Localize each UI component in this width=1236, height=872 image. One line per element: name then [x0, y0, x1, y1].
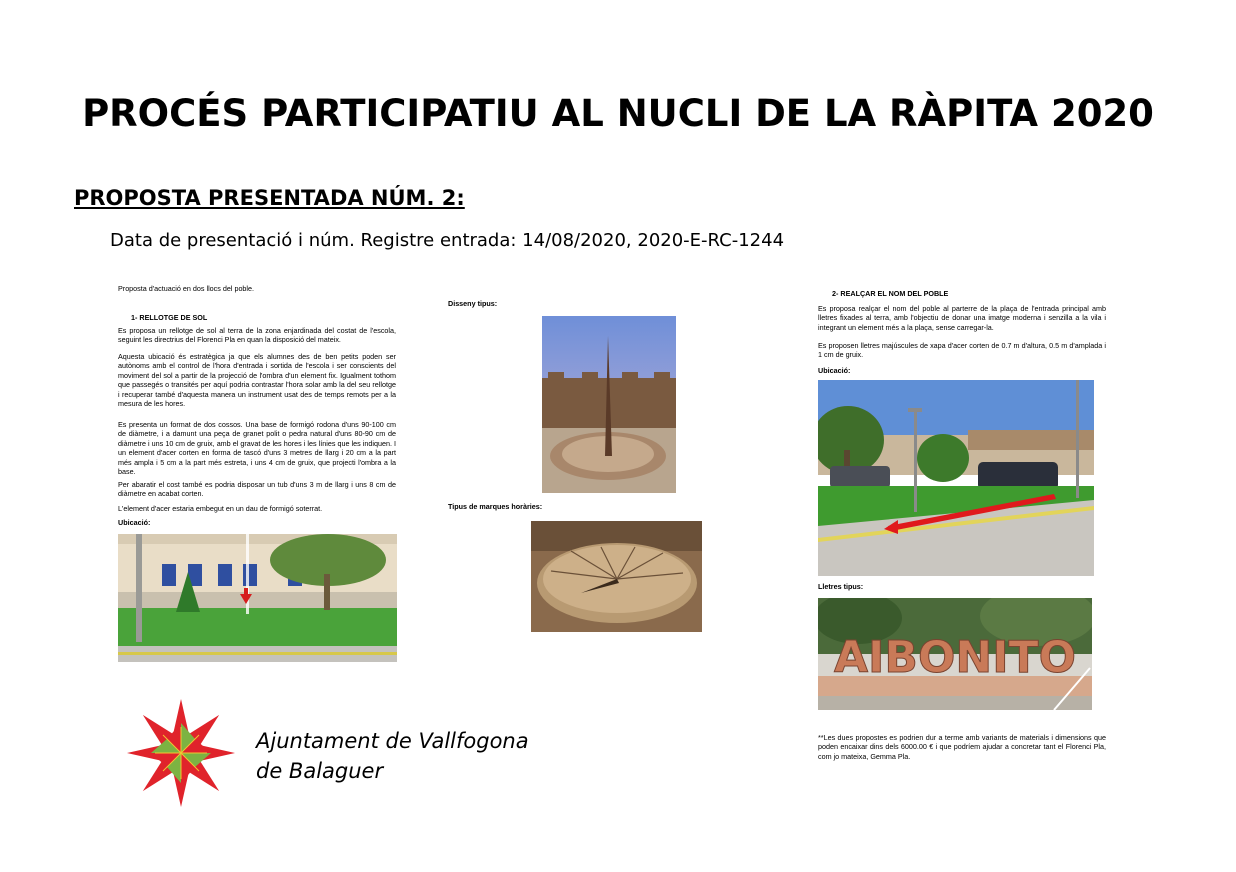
name-location-label: Ubicació: — [818, 366, 851, 375]
municipality-name-line-2: de Balaguer — [256, 759, 384, 783]
name-paragraph-2: Es proposen lletres majúscules de xapa d'acer corten de 0.7 m d'altura, 0.5 m d'amplada i 1 cm de gruix. — [818, 341, 1106, 360]
hour-marks-label: Tipus de marques horàries: — [448, 502, 543, 511]
municipality-logo — [126, 698, 236, 808]
sundial-location-label: Ubicació: — [118, 518, 151, 527]
page-title: PROCÉS PARTICIPATIU AL NUCLI DE LA RÀPITA 2020 — [82, 92, 1154, 135]
intro-text: Proposta d'actuació en dos llocs del poble. — [118, 284, 255, 293]
sundial-section-title: 1- RELLOTGE DE SOL — [131, 313, 208, 322]
letters-type-label: Lletres tipus: — [818, 582, 864, 591]
letters-word: AIBONITO — [834, 632, 1076, 683]
budget-note: **Les dues propostes es podrien dur a terme amb variants de materials i dimensions que poden encaixar dins dels 6000.00 € i que podríem ajudar a concretar tant el Florenci Pla, com jo mateixa, Gemma Pla. — [818, 733, 1106, 761]
name-paragraph-1: Es proposa realçar el nom del poble al parterre de la plaça de l'entrada principal amb lletres fixades al terra, amb l'objectiu de donar una imatge moderna i senzilla a la vila i integrant un element més a la plaça, sense carregar-la. — [818, 304, 1106, 332]
registration-date-line: Data de presentació i núm. Registre entrada: 14/08/2020, 2020-E-RC-1244 — [110, 230, 785, 251]
sundial-paragraph-1: Es proposa un rellotge de sol al terra de la zona enjardinada del costat de l'escola, seguint les directrius del Florenci Pla en quan la disposició del mateix. — [118, 326, 396, 345]
name-section-title: 2- REALÇAR EL NOM DEL POBLE — [832, 289, 949, 298]
letters-example-photo — [818, 598, 1092, 710]
sundial-paragraph-3: Es presenta un format de dos cossos. Una base de formigó rodona d'uns 90-100 cm de diàmetre, i a damunt una peça de granet polit o pedra natural d'uns 80-90 cm de diàmetre i uns 10 cm de gruix, amb el gravat de les hores i les línies que les indiquen. I un element d'acer corten en forma de tascó d'uns 3 metres de llarg i 20 cm a la part més ampla i 5 cm a la part més estreta, i uns 4 cm de gruix, que projecti l'ombra a la base. — [118, 420, 396, 477]
sundial-design-photo — [542, 316, 676, 493]
school-garden-photo — [118, 534, 397, 662]
hour-marks-photo — [531, 521, 702, 632]
sundial-paragraph-2: Aquesta ubicació és estratègica ja que els alumnes des de ben petits poden ser autònoms amb el control de l'hora d'entrada i sortida de l'escola i ser conscients del moviment del sol a partir de la projecció de l'ombra d'un element fix. Igualment tothom que passegés o transités per aquí podria contrastar l'hora solar amb la del seu rellotge i recuperar també d'aquesta manera un instrument usat des de temps remots per a la mesura de les hores. — [118, 352, 396, 409]
proposal-heading: PROPOSTA PRESENTADA NÚM. 2: — [74, 186, 465, 210]
sundial-paragraph-4: Per abaratir el cost també es podria disposar un tub d'uns 3 m de llarg i uns 8 cm de diàmetre en acabat corten. — [118, 480, 396, 499]
sundial-paragraph-5: L'element d'acer estaria embegut en un dau de formigó soterrat. — [118, 504, 323, 513]
design-type-label: Disseny tipus: — [448, 299, 498, 308]
municipality-name-line-1: Ajuntament de Vallfogona — [256, 729, 529, 753]
square-location-photo — [818, 380, 1094, 576]
municipality-name — [256, 726, 529, 786]
